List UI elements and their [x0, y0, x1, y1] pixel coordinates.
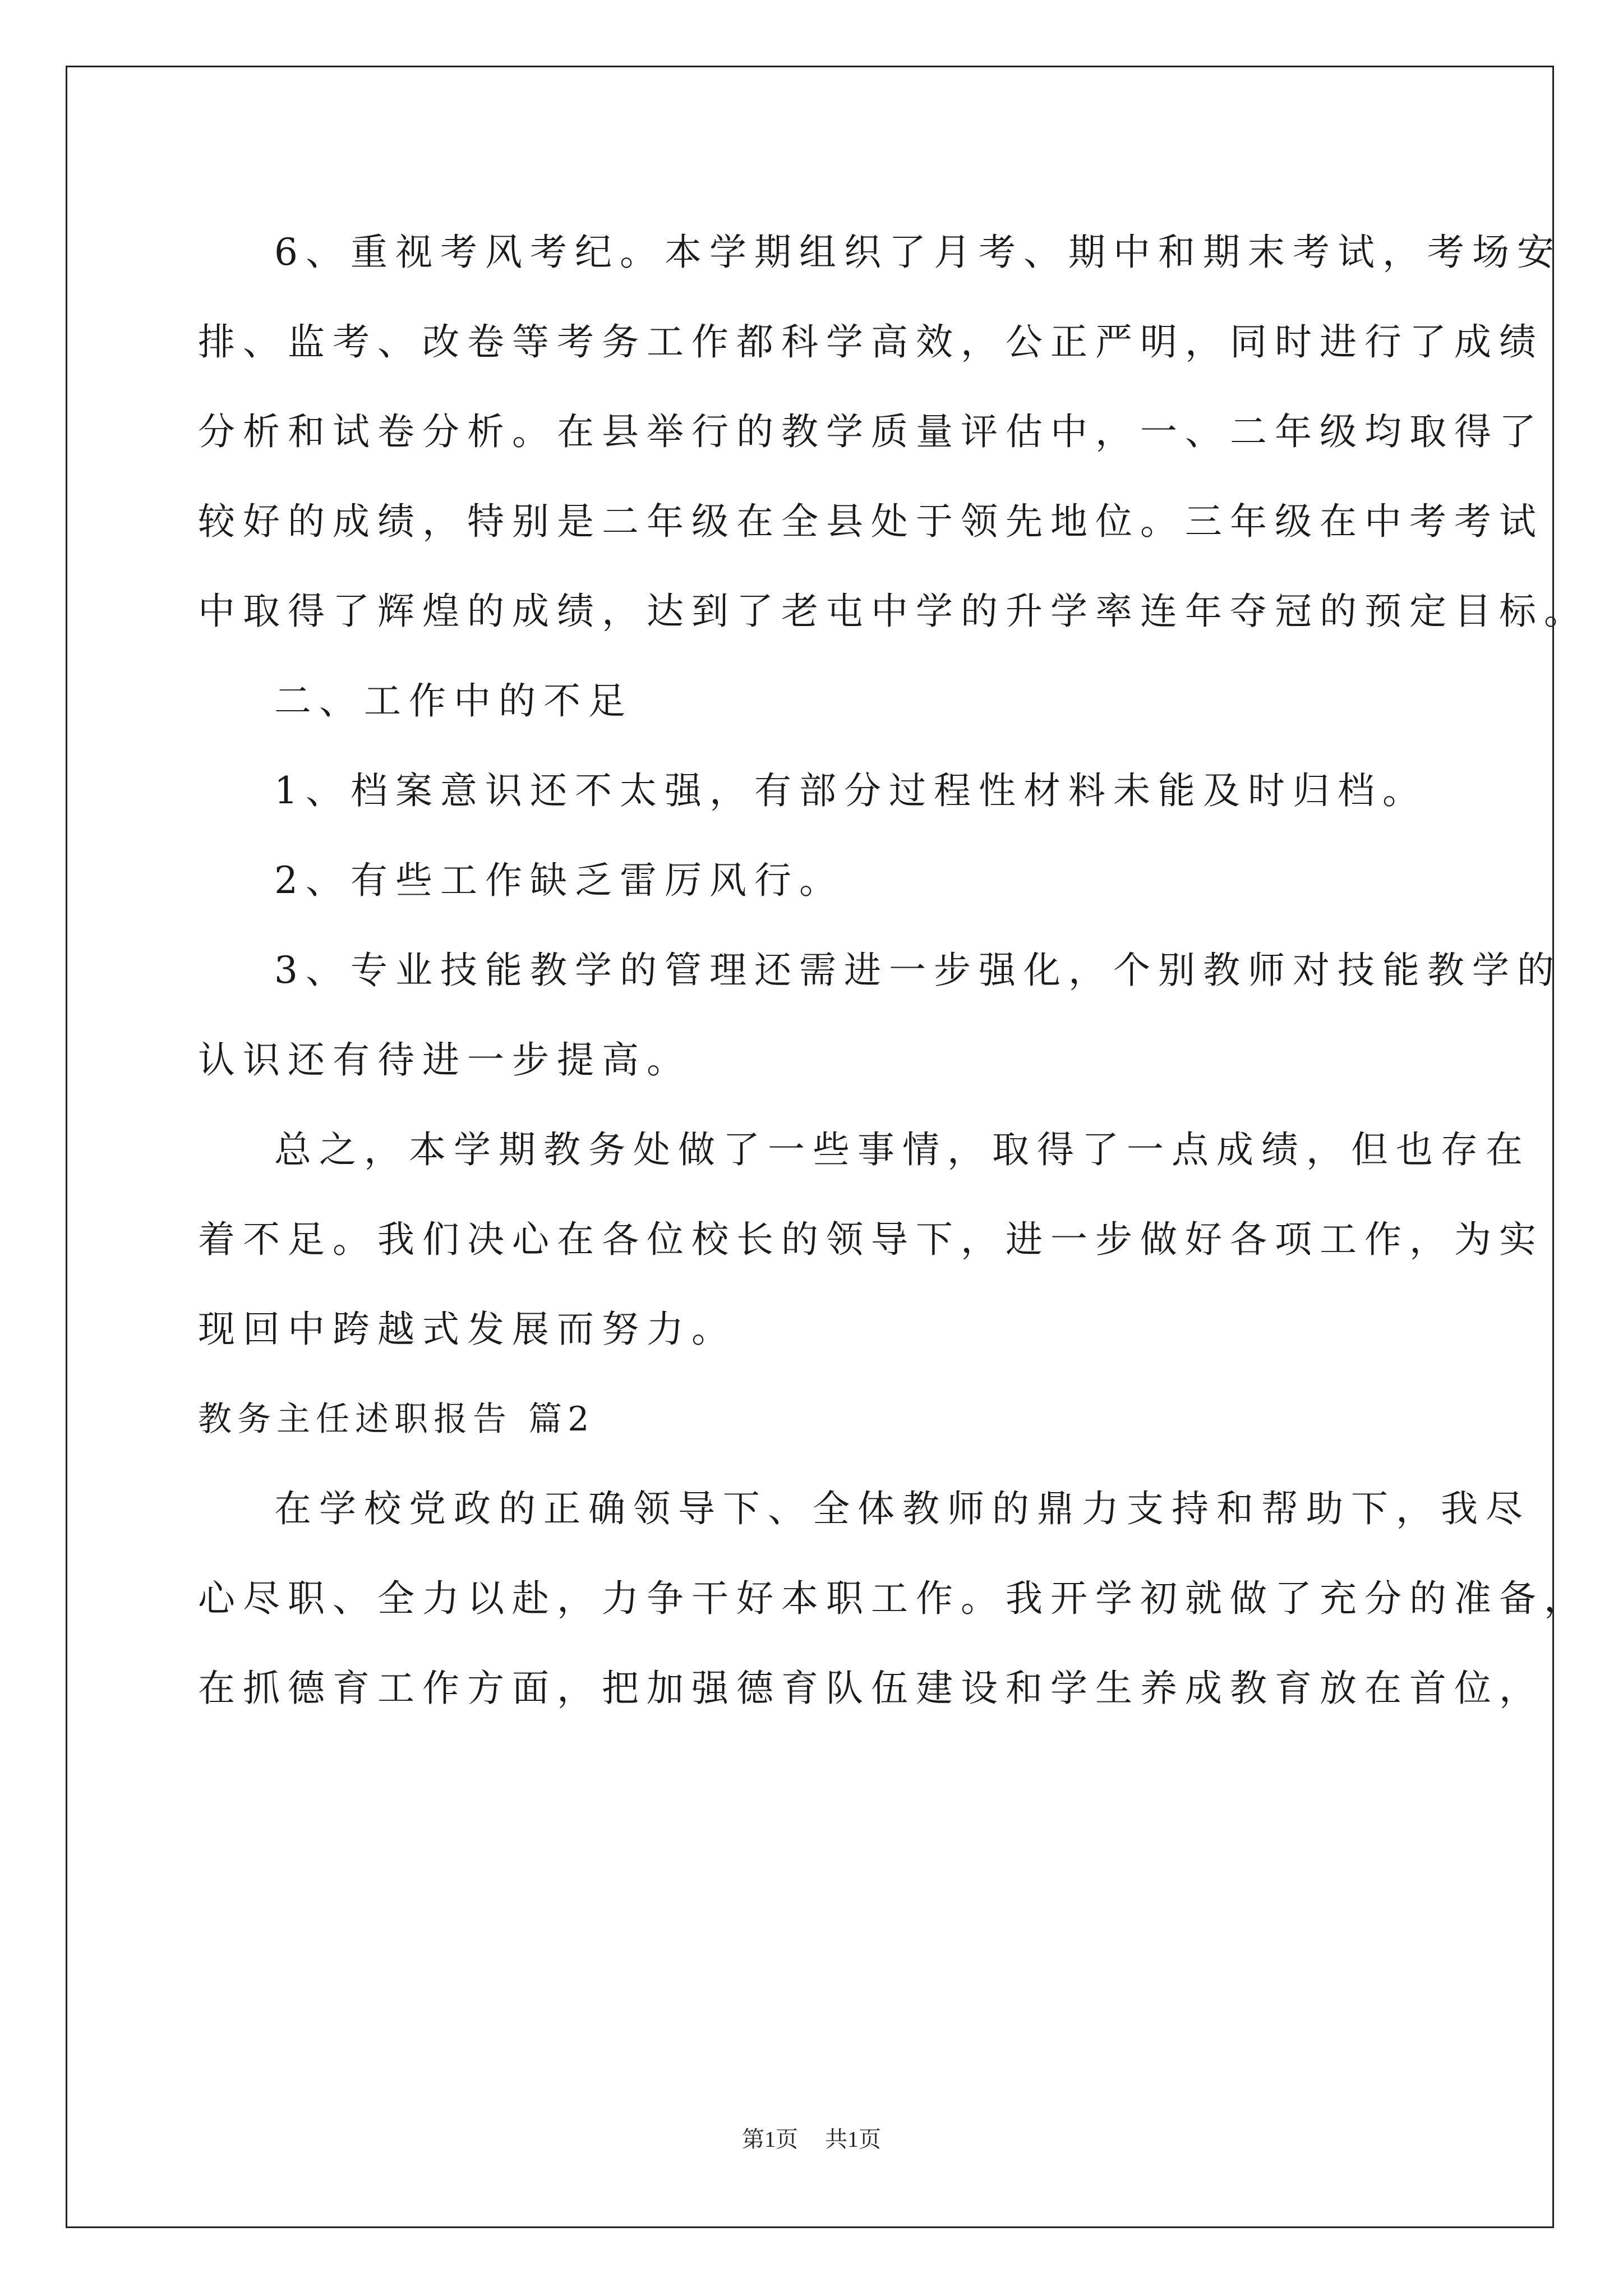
paragraph-line: 心尽职、全力以赴，力争干好本职工作。我开学初就做了充分的准备， — [198, 1577, 1589, 1620]
paragraph-line: 现回中跨越式发展而努力。 — [198, 1308, 736, 1351]
section-heading: 教务主任述职报告 篇2 — [198, 1400, 595, 1439]
document-body — [198, 208, 1589, 1733]
paragraph-line: 在学校党政的正确领导下、全体教师的鼎力支持和帮助下，我尽 — [274, 1487, 1530, 1530]
paragraph-line: 较好的成绩，特别是二年级在全县处于领先地位。三年级在中考考试 — [198, 500, 1544, 543]
page-total: 共1页 — [825, 2127, 881, 2152]
paragraph-line: 着不足。我们决心在各位校长的领导下，进一步做好各项工作，为实 — [198, 1218, 1544, 1261]
paragraph-line: 中取得了辉煌的成绩，达到了老屯中学的升学率连年夺冠的预定目标。 — [198, 590, 1589, 633]
paragraph-line: 在抓德育工作方面，把加强德育队伍建设和学生养成教育放在首位， — [198, 1667, 1544, 1710]
paragraph-line: 认识还有待进一步提高。 — [198, 1038, 691, 1082]
list-item: 3、专业技能教学的管理还需进一步强化，个别教师对技能教学的 — [274, 949, 1562, 992]
paragraph-line: 总之，本学期教务处做了一些事情，取得了一点成绩，但也存在 — [274, 1128, 1530, 1171]
page-footer — [0, 2122, 1623, 2154]
paragraph-line: 分析和试卷分析。在县举行的教学质量评估中，一、二年级均取得了 — [198, 410, 1544, 453]
subsection-heading: 二、工作中的不足 — [274, 679, 633, 723]
paragraph-line: 6、重视考风考纪。本学期组织了月考、期中和期末考试，考场安 — [274, 231, 1562, 274]
page-number: 第1页 — [742, 2127, 798, 2152]
paragraph-line: 排、监考、改卷等考务工作都科学高效，公正严明，同时进行了成绩 — [198, 320, 1544, 364]
list-item: 2、有些工作缺乏雷厉风行。 — [274, 859, 844, 902]
list-item: 1、档案意识还不太强，有部分过程性材料未能及时归档。 — [274, 769, 1427, 812]
